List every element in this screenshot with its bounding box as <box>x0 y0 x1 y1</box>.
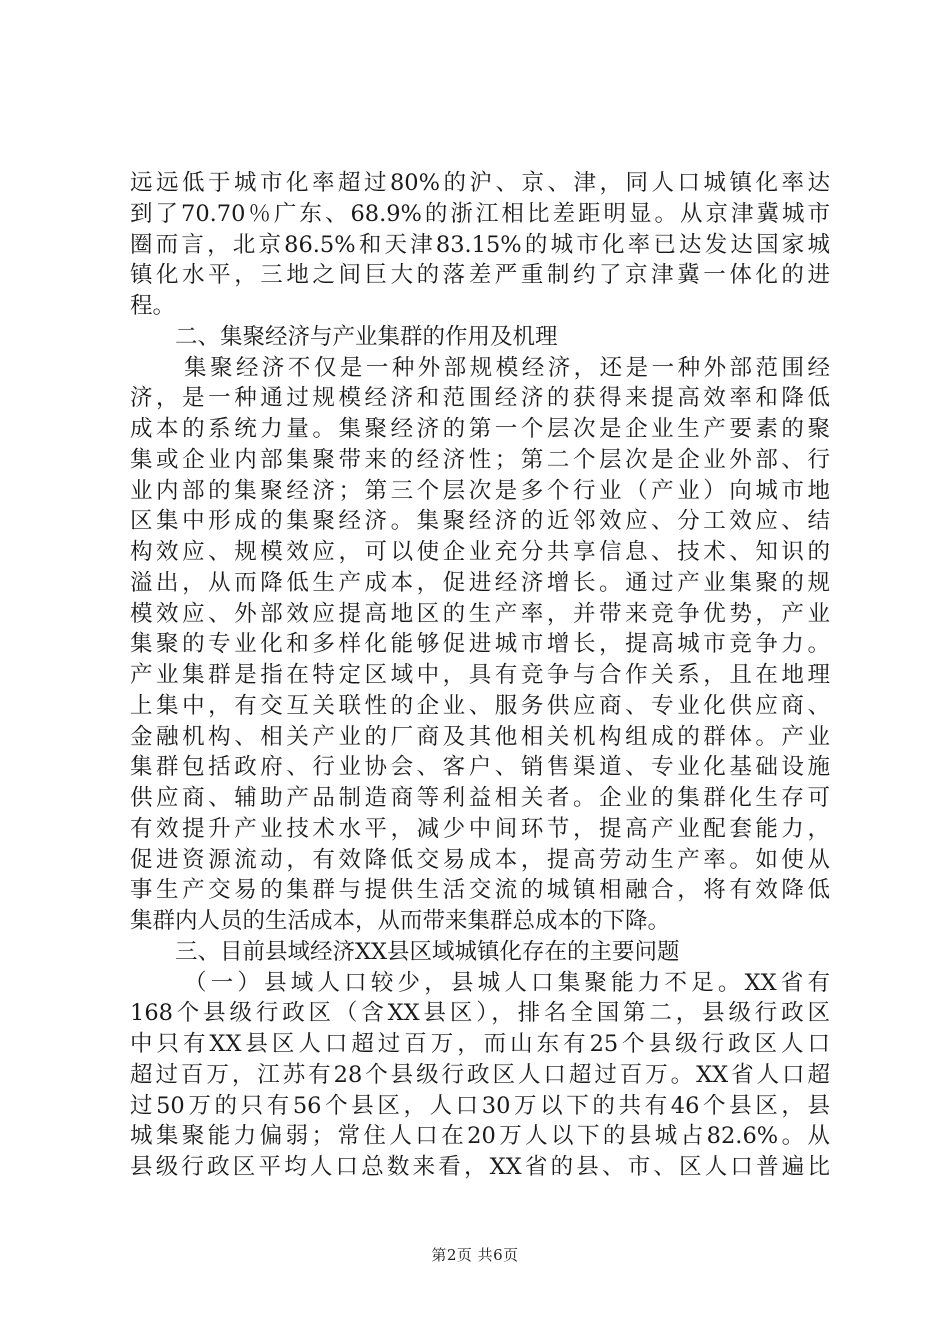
text-line: 镇化水平，三地之间巨大的落差严重制约了京津冀一体化的进 <box>130 262 830 289</box>
text-line: 集群包括政府、行业协会、客户、销售渠道、专业化基础设施 <box>130 754 830 781</box>
text-line: 供应商、辅助产品制造商等利益相关者。企业的集群化生存可 <box>130 785 830 811</box>
text-line: 构效应、规模效应，可以使企业充分共享信息、技术、知识的 <box>130 539 830 565</box>
text-line: 济，是一种通过规模经济和范围经济的获得来提高效率和降低 <box>130 385 830 412</box>
text-line: 溢出，从而降低生产成本，促进经济增长。通过产业集聚的规 <box>130 569 830 596</box>
text-line: 事生产交易的集群与提供生活交流的城镇相融合，将有效降低 <box>130 877 830 904</box>
text-line: 县级行政区平均人口总数来看，XX省的县、市、区人口普遍比 <box>130 1154 830 1180</box>
text-line: 业内部的集聚经济；第三个层次是多个行业（产业）向城市地 <box>130 477 830 504</box>
text-line: 过50万的只有56个县区，人口30万以下的共有46个县区，县 <box>130 1092 830 1119</box>
text-line: 有效提升产业技术水平，减少中间环节，提高产业配套能力， <box>130 815 830 842</box>
text-line: 金融机构、相关产业的厂商及其他相关机构组成的群体。产业 <box>130 723 830 750</box>
text-line: 超过百万，江苏有28个县级行政区人口超过百万。XX省人口超 <box>130 1061 830 1088</box>
text-line: 集群内人员的生活成本，从而带来集群总成本的下降。 <box>130 908 671 934</box>
text-line: 促进资源流动，有效降低交易成本，提高劳动生产率。如使从 <box>130 846 830 873</box>
text-line: 集聚的专业化和多样化能够促进城市增长，提高城市竞争力。 <box>130 631 830 658</box>
text-line: 中只有XX县区人口超过百万，而山东有25个县级行政区人口 <box>130 1031 830 1057</box>
text-line: 三、目前县域经济XX县区域城镇化存在的主要问题 <box>175 938 680 965</box>
document-body <box>130 168 830 1183</box>
text-line: 圈而言，北京86.5%和天津83.15%的城市化率已达发达国家城 <box>130 231 830 258</box>
text-line: 程。 <box>130 293 176 319</box>
text-line: 二、集聚经济与产业集群的作用及机理 <box>175 323 558 350</box>
text-line: 区集中形成的集聚经济。集聚经济的近邻效应、分工效应、结 <box>130 508 830 535</box>
text-line: 成本的系统力量。集聚经济的第一个层次是企业生产要素的聚 <box>130 416 830 442</box>
text-line: 上集中，有交互关联性的企业、服务供应商、专业化供应商、 <box>130 692 830 719</box>
text-line: 模效应、外部效应提高地区的生产率，并带来竞争优势，产业 <box>130 600 830 627</box>
text-line: 产业集群是指在特定区域中，具有竞争与合作关系，且在地理 <box>130 662 830 688</box>
page-number-footer: 第2页 共6页 <box>431 1246 519 1264</box>
text-line: 远远低于城市化率超过80%的沪、京、津，同人口城镇化率达 <box>130 170 830 196</box>
text-line: 城集聚能力偏弱；常住人口在20万人以下的县城占82.6%。从 <box>130 1123 830 1150</box>
text-line: 集或企业内部集聚带来的经济性；第二个层次是企业外部、行 <box>130 446 830 473</box>
text-line: 到了70.70％广东、68.9%的浙江相比差距明显。从京津冀城市 <box>130 200 830 227</box>
text-line: 集聚经济不仅是一种外部规模经济，还是一种外部范围经 <box>184 354 830 381</box>
text-line: （一）县域人口较少，县城人口集聚能力不足。XX省有 <box>184 969 830 996</box>
text-line: 168个县级行政区（含XX县区），排名全国第二，县级行政区 <box>130 1000 830 1027</box>
